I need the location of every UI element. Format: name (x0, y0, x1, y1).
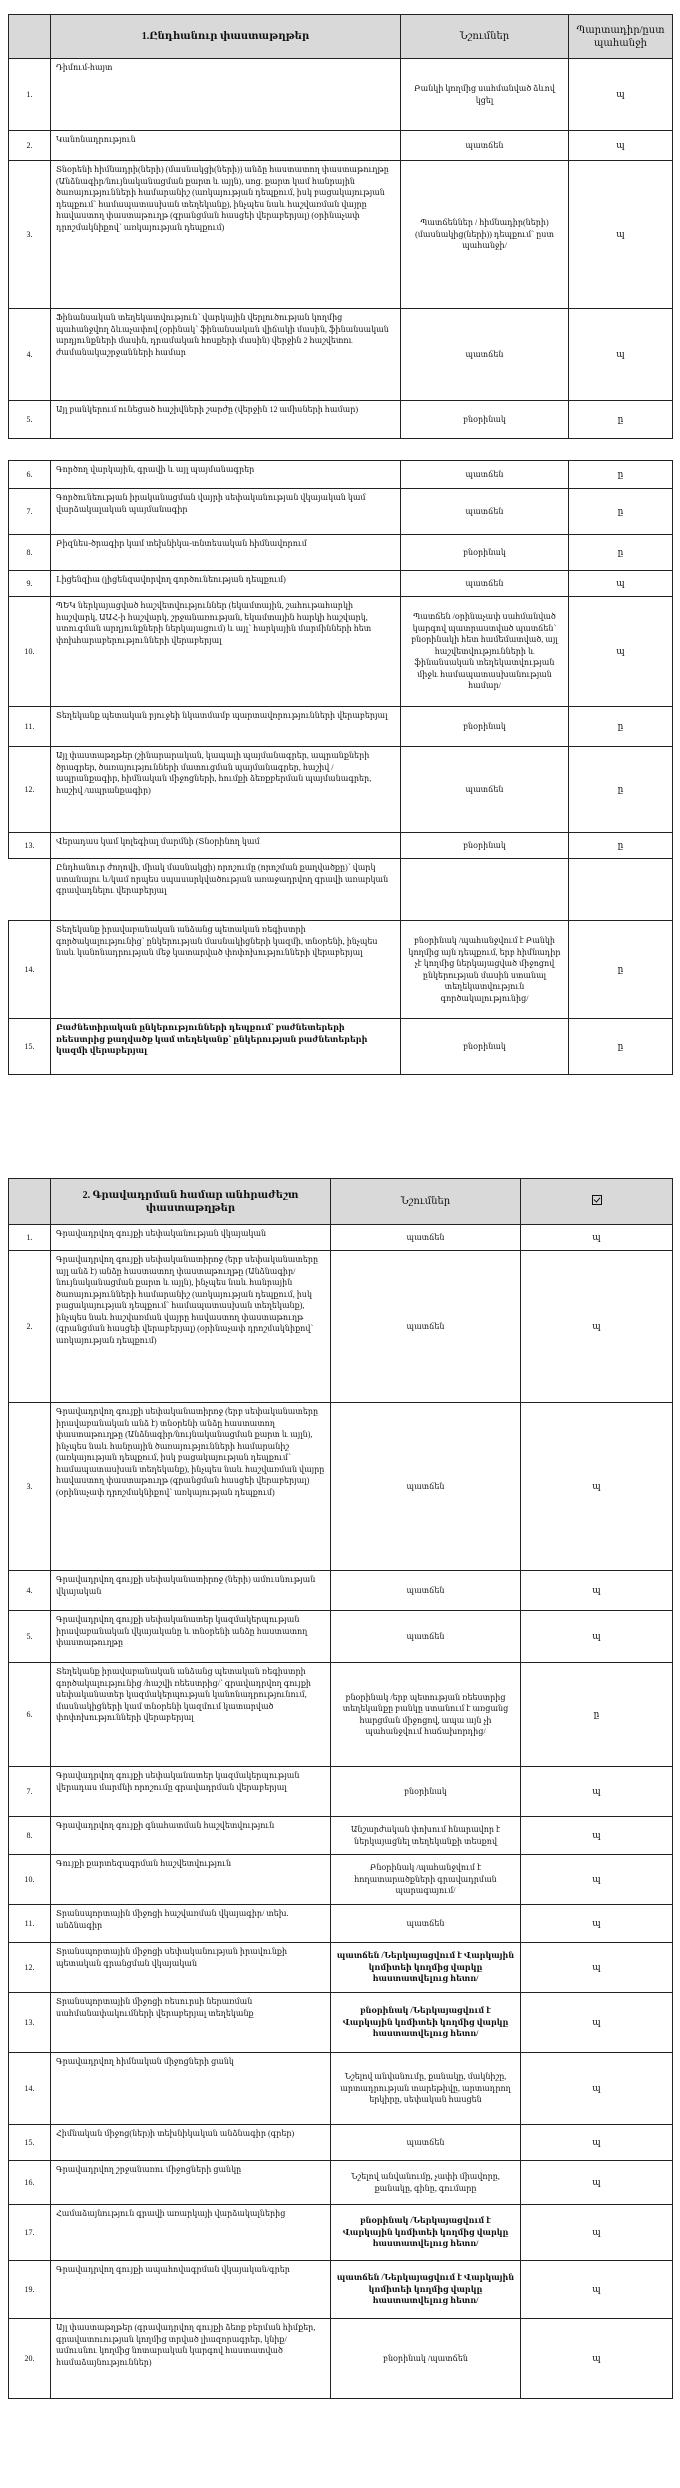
row-note: Բանկի կողմից սահմանված ձևով կցել (401, 59, 569, 131)
row-text: Տնօրենի հիմնադրի(ների) (մասնակցի(ների)) անձը հաստատող փաստաթուղթը (Անձնագիր/նույնականացման քարտ և այլն), սոց. քարտ կամ հանրային ծառայությունների համարանիշ (առկայության դեպքում, իսկ բացակայության դեպքում՝ համապատասխան տեղեկանք), ինչպես նաև հաշվառման վայրը հավաստող փաստաթուղթ (գրանցման հասցեի վերաբերյալ) (օրինաչափ դրոշմակնիքով՝ առկայության դեպքում) (51, 161, 401, 309)
row-text: Այլ փաստաթղթեր (շինարարական, կապալի պայմանագրեր, ապրանքների ծրագրեր, ծառայությունների մատուցման պայմանագրեր, հաշիվ /ապրանքագիր, հիմնական միջոցների, հումքի ձեռքբերման պայմանագրեր, հաշիվ /ապրանքագիր) (51, 747, 401, 833)
row-mark: պ (521, 1611, 673, 1663)
row-number: 9. (9, 571, 51, 597)
table-row (9, 707, 673, 747)
row-mark: պ (521, 1571, 673, 1611)
row-number: 1. (9, 1225, 51, 1251)
row-mark: պ (521, 2161, 673, 2205)
row-number: 4. (9, 309, 51, 401)
row-number: 3. (9, 161, 51, 309)
row-mark: պ (521, 1403, 673, 1571)
row-text: Տեղեկանք իրավաբանական անձանց պետական ռեգիստրի գործակալությունից /հաշվի ռեեստրից/՝ գրավադրվող գույքի սեփականատեր կազմակերպության կանոնադրությունում, մասնակիցների կամ տնօրենի կազմում կատարված փոփոխությունների վերաբերյալ (51, 1663, 331, 1767)
table-row (9, 2205, 673, 2261)
row-text: Այլ փաստաթղթեր (գրավադրվող գույքի ձեռք բերման հիմքեր, գրավատուության կողմից տրված լիազորագրեր, կնիք/ ամուսնու կողմից նոտարական կարգով հաստատված համաձայնություններ) (51, 2319, 331, 2399)
row-text: Այլ բանկերում ունեցած հաշիվների շարժը (վերջին 12 ամիսների համար) (51, 401, 401, 439)
row-mark: ը (569, 921, 673, 1019)
row-note: Նշելով անվանումը, քանակը, մակնիշը, արտադրության տարեթիվը, արտադրող երկիրը, սեփական հասցեն (331, 2053, 521, 2125)
header-cell-empty (9, 1179, 51, 1225)
row-number: 10. (9, 1855, 51, 1905)
table-gap-row (9, 439, 673, 461)
table-row-continuation (9, 859, 673, 921)
table-row (9, 921, 673, 1019)
header-checkbox (521, 1179, 673, 1225)
row-note: բնօրինակ (401, 833, 569, 859)
table-row (9, 2125, 673, 2161)
row-number: 14. (9, 921, 51, 1019)
table-row (9, 1993, 673, 2053)
row-note: պատճեն (401, 571, 569, 597)
row-number: 7. (9, 489, 51, 535)
row-mark: ը (569, 401, 673, 439)
table-row (9, 1817, 673, 1855)
row-mark: ը (569, 747, 673, 833)
row-text: Գրավադրվող գույքի սեփականատիրոջ (երբ սեփականատերը իրավաբանական անձ է) տնօրենի անձը հաստատող փաստաթուղթը (Անձնագիր/նույնականացման քարտ և այլն), ինչպես նաև հանրային ծառայությունների համարանիշ (առկայության դեպքում, իսկ բացակայության դեպքում՝ համապատասխան տեղեկանք), ինչպես նաև հաշվառման վայրը հավաստող փաստաթուղթ (գրանցման հասցեի վերաբերյալ) (օրինաչափ դրոշմակնիքով՝ առկայության դեպքում) (51, 1403, 331, 1571)
row-note: բնօրինակ /պահանջվում է Բանկի կողմից այն դեպքում, երբ հիմնադիր չէ կողմից ներկայացված միջոցով ընկերության մասին ստանալ տեղեկատվություն գործակալությունից/ (401, 921, 569, 1019)
row-note: պատճեն (331, 1611, 521, 1663)
row-text: Գրավադրվող հիմնական միջոցների ցանկ (51, 2053, 331, 2125)
table-row (9, 59, 673, 131)
general-documents-table (8, 14, 673, 1075)
row-number: 6. (9, 1663, 51, 1767)
table-header-row (9, 1179, 673, 1225)
row-mark: պ (569, 597, 673, 707)
row-number: 5. (9, 1611, 51, 1663)
row-text: Վերադաս կամ կոլեգիալ մարմնի (Տնօրինող կամ (51, 833, 401, 859)
row-text: Տրանսպորտային միջոցի հաշվառման վկայագիր/ տեխ. անձնագիր (51, 1905, 331, 1943)
row-mark: պ (569, 131, 673, 161)
row-mark: պ (521, 1817, 673, 1855)
row-mark: պ (569, 161, 673, 309)
row-text: Գրավադրվող շրջանառու միջոցների ցանկը (51, 2161, 331, 2205)
row-text: Բիզնես-ծրագիր կամ տեխնիկա-տնտեսական հիմնավորում (51, 535, 401, 571)
row-text: Տեղեկանք պետական բյուջեի նկատմամբ պարտավորությունների վերաբերյալ (51, 707, 401, 747)
row-number: 5. (9, 401, 51, 439)
header-general-documents: 1.Ընդհանուր փաստաթղթեր (51, 15, 401, 59)
row-number: 7. (9, 1767, 51, 1817)
row-number: 12. (9, 747, 51, 833)
row-mark: ը (569, 489, 673, 535)
row-mark: պ (521, 1251, 673, 1403)
row-text: Գրավադրվող գույքի սեփականության վկայական (51, 1225, 331, 1251)
table-row (9, 1019, 673, 1075)
row-mark: պ (569, 59, 673, 131)
row-note: պատճեն (401, 309, 569, 401)
row-text: Կանոնադրություն (51, 131, 401, 161)
row-mark: ը (569, 535, 673, 571)
row-number: 12. (9, 1943, 51, 1993)
row-note: պատճեն (331, 1251, 521, 1403)
table-row (9, 1767, 673, 1817)
row-mark: պ (569, 571, 673, 597)
row-number: 6. (9, 461, 51, 489)
table-row (9, 401, 673, 439)
table-row (9, 571, 673, 597)
collateral-documents-table (8, 1178, 673, 2399)
table-row (9, 1225, 673, 1251)
row-mark: պ (521, 1943, 673, 1993)
row-number: 13. (9, 1993, 51, 2053)
row-note: պատճեն (401, 747, 569, 833)
row-number: 15. (9, 1019, 51, 1075)
table-header-row (9, 15, 673, 59)
row-note: բնօրինակ (401, 707, 569, 747)
row-note: պատճեն (401, 489, 569, 535)
row-number: 20. (9, 2319, 51, 2399)
row-text: Դիմում-հայտ (51, 59, 401, 131)
table-row (9, 2161, 673, 2205)
row-note: պատճեն (401, 461, 569, 489)
table-row (9, 535, 673, 571)
row-number: 19. (9, 2261, 51, 2319)
row-number: 8. (9, 1817, 51, 1855)
table-row (9, 1905, 673, 1943)
row-note: բնօրինակ /պատճեն (331, 2319, 521, 2399)
table-row (9, 1663, 673, 1767)
table-row (9, 2261, 673, 2319)
row-text: Գրավադրվող գույքի սեփականատիրոջ (ների) ամուսնության վկայական (51, 1571, 331, 1611)
row-text: Լիցենզիա (լիցենզավորվող գործունեության դեպքում) (51, 571, 401, 597)
table-row (9, 1251, 673, 1403)
row-text: Գրավադրվող գույքի գնահատման հաշվետվություն (51, 1817, 331, 1855)
header-collateral-documents: 2. Գրավադրման համար անհրաժեշտ փաստաթղթեր (51, 1179, 331, 1225)
row-note: բնօրինակ (401, 401, 569, 439)
row-text: Գրավադրվող գույքի սեփականատեր կազմակերպության իրավաբանական վկայականը և տնօրենի անձը հաստատող փաստաթուղթը (51, 1611, 331, 1663)
table-row (9, 1571, 673, 1611)
row-note: բնօրինակ (401, 535, 569, 571)
row-text: Տրանսպորտային միջոցի ռեսուրսի ներառման սահմանափակումների վերաբերյալ տեղեկանք (51, 1993, 331, 2053)
row-note (401, 859, 569, 921)
row-number: 15. (9, 2125, 51, 2161)
row-mark: պ (521, 2319, 673, 2399)
row-number: 3. (9, 1403, 51, 1571)
row-mark: ը (569, 461, 673, 489)
row-note: Պատճեն /օրինաչափ սահմանված կարգով պատրաստված պատճեն՝ բնօրինակի հետ համեմատված, այլ հաշվետվությունների և ֆինանսական տեղեկատվության միջև համապատասխանության համար/ (401, 597, 569, 707)
row-mark: ը (521, 1663, 673, 1767)
table-row (9, 2053, 673, 2125)
row-mark: պ (521, 1767, 673, 1817)
row-number: 2. (9, 1251, 51, 1403)
row-number: 4. (9, 1571, 51, 1611)
row-number: 10. (9, 597, 51, 707)
checkbox-icon (592, 1195, 602, 1205)
row-note: պատճեն (401, 131, 569, 161)
header-notes: Նշումներ (331, 1179, 521, 1225)
row-number: 8. (9, 535, 51, 571)
header-notes: Նշումներ (401, 15, 569, 59)
row-text: Ֆինանսական տեղեկատվություն՝ վարկային վերլուծության կողմից պահանջվող ձևաչափով (օրինակ՝ ֆինանսական վիճակի մասին, ֆինանսական արդյունքների մասին, դրամական հոսքերի մասին) վերջին 2 հաշվետու ժամանակաշրջանների համար (51, 309, 401, 401)
table-row (9, 597, 673, 707)
table-row (9, 1403, 673, 1571)
table-row (9, 309, 673, 401)
row-note: պատճեն /Ներկայացվում է Վարկային կոմիտեի կողմից վարկը հաստատվելուց հետո/ (331, 2261, 521, 2319)
table-row (9, 1611, 673, 1663)
row-note: Պատճեններ / հիմնադիր(ների) (մասնակից(ների)) դեպքում՝ ըստ պահանջի/ (401, 161, 569, 309)
row-number: 1. (9, 59, 51, 131)
row-mark: պ (521, 1225, 673, 1251)
row-number: 17. (9, 2205, 51, 2261)
row-note: պատճեն (331, 2125, 521, 2161)
row-text: Բաժնետիրական ընկերությունների դեպքում՝ բաժնետերերի ռեեստրից քաղվածք կամ տեղեկանք՝ ընկերության բաժնետերերի կազմի վերաբերյալ (51, 1019, 401, 1075)
header-required: Պարտադիր/ըստ պահանջի (569, 15, 673, 59)
row-mark: ը (569, 833, 673, 859)
row-mark: պ (521, 1905, 673, 1943)
row-mark: պ (521, 2053, 673, 2125)
row-mark: պ (521, 2205, 673, 2261)
row-note: պատճեն (331, 1905, 521, 1943)
table-row (9, 1943, 673, 1993)
row-number: 2. (9, 131, 51, 161)
table-row (9, 489, 673, 535)
row-text: Ընդհանուր ժողովի, միակ մասնակցի) որոշումը (որոշման քաղվածքը)՝ վարկ ստանալու և/կամ որպես սպասարկվածության առաջադրվող գրավի առարկան գրավադնելու վերաբերյալ (51, 859, 401, 921)
row-text: Համաձայնություն գրավի առարկայի վարձակալներից (51, 2205, 331, 2261)
row-mark: պ (521, 2261, 673, 2319)
row-text: Հիմնական միջոց(ներ)ի տեխնիկական անձնագիր (գրեր) (51, 2125, 331, 2161)
table-row (9, 2319, 673, 2399)
table-row (9, 1855, 673, 1905)
row-text: Գույքի քարտեզագրման հաշվետվություն (51, 1855, 331, 1905)
row-note: պատճեն (331, 1571, 521, 1611)
row-text: ՊԵԿ ներկայացված հաշվետվություններ (եկամտային, շահութահարկի հաշվարկ, ԱԱՀ-ի հաշվարկ, շրջանառության, եկամտային հարկի հաշվարկ, ստուգման արդյունքների ներկայացում) և այլ՝ հարկային մարմինների հետ փոխհարաբերությունների վերաբերյալ (51, 597, 401, 707)
row-text: Գործունեության իրականացման վայրի սեփականության վկայական կամ վարձակալական պայմանագիր (51, 489, 401, 535)
row-mark (569, 859, 673, 921)
row-note: բնօրինակ /երբ պետության ռեեստրից տեղեկանքը բանկը ստանում է առցանց հարցման միջոցով, ապա այն չի պահանջվում հաճախորդից/ (331, 1663, 521, 1767)
table-row (9, 747, 673, 833)
row-number (9, 859, 51, 921)
row-text: Գրավադրվող գույքի սեփականատիրոջ (երբ սեփականատերը այլ անձ է) անձը հաստատող փաստաթուղթը (Անձնագիր/նույնականացման քարտ և այլն), ինչպես նաև հանրային ծառայությունների համարանիշ (առկայության դեպքում, իսկ բացակայության դեպքում՝ համապատասխան տեղեկանք), ինչպես նաև հաշվառման վայրը հավաստող փաստաթուղթ (գրանցման հասցեի վերաբերյալ) (օրինաչափ դրոշմակնիքով՝ առկայության դեպքում) (51, 1251, 331, 1403)
row-text: Գրավադրվող գույքի սեփականատեր կազմակերպության վերադաս մարմնի որոշումը գրավադրման վերաբերյալ (51, 1767, 331, 1817)
row-number: 14. (9, 2053, 51, 2125)
row-note: բնօրինակ /Ներկայացվում է Վարկային կոմիտեի կողմից վարկը հաստատվելուց հետո/ (331, 2205, 521, 2261)
row-mark: պ (569, 309, 673, 401)
row-mark: ը (569, 1019, 673, 1075)
table-row (9, 833, 673, 859)
row-note: բնօրինակ /Ներկայացվում է Վարկային կոմիտեի կողմից վարկը հաստատվելուց հետո/ (331, 1993, 521, 2053)
table-row (9, 461, 673, 489)
row-mark: պ (521, 2125, 673, 2161)
row-number: 11. (9, 1905, 51, 1943)
header-cell-empty (9, 15, 51, 59)
row-note: պատճեն /Ներկայացվում է Վարկային կոմիտեի կողմից վարկը հաստատվելուց հետո/ (331, 1943, 521, 1993)
row-number: 16. (9, 2161, 51, 2205)
row-note: պատճեն (331, 1403, 521, 1571)
row-text: Գործող վարկային, գրավի և այլ պայմանագրեր (51, 461, 401, 489)
row-note: պատճեն (331, 1225, 521, 1251)
row-mark: պ (521, 1993, 673, 2053)
row-note: բնօրինակ (331, 1767, 521, 1817)
row-mark: պ (521, 1855, 673, 1905)
row-text: Տրանսպորտային միջոցի սեփականության իրավունքի պետական գրանցման վկայական (51, 1943, 331, 1993)
row-text: Գրավադրվող գույքի ապահովագրման վկայական/գրեր (51, 2261, 331, 2319)
row-note: Նշելով անվանումը, չափի միավորը, քանակը, գինը, գումարը (331, 2161, 521, 2205)
row-number: 11. (9, 707, 51, 747)
table-row (9, 131, 673, 161)
row-text: Տեղեկանք իրավաբանական անձանց պետական ռեգիստրի գործակալությունից՝ ընկերության մասնակիցների կազմի, տնօրենի, ինչպես նաև կանոնադրության մեջ կատարված փոփոխությունների վերաբերյալ (51, 921, 401, 1019)
row-note: Անշարժական փոխում հնարավոր է ներկայացնել տեղեկանքի տեսքով (331, 1817, 521, 1855)
table-row (9, 161, 673, 309)
row-note: բնօրինակ (401, 1019, 569, 1075)
row-note: Բնօրինակ /պահանջվում է հողատարածքների գրավադրման պարագայում/ (331, 1855, 521, 1905)
row-number: 13. (9, 833, 51, 859)
row-mark: ը (569, 707, 673, 747)
